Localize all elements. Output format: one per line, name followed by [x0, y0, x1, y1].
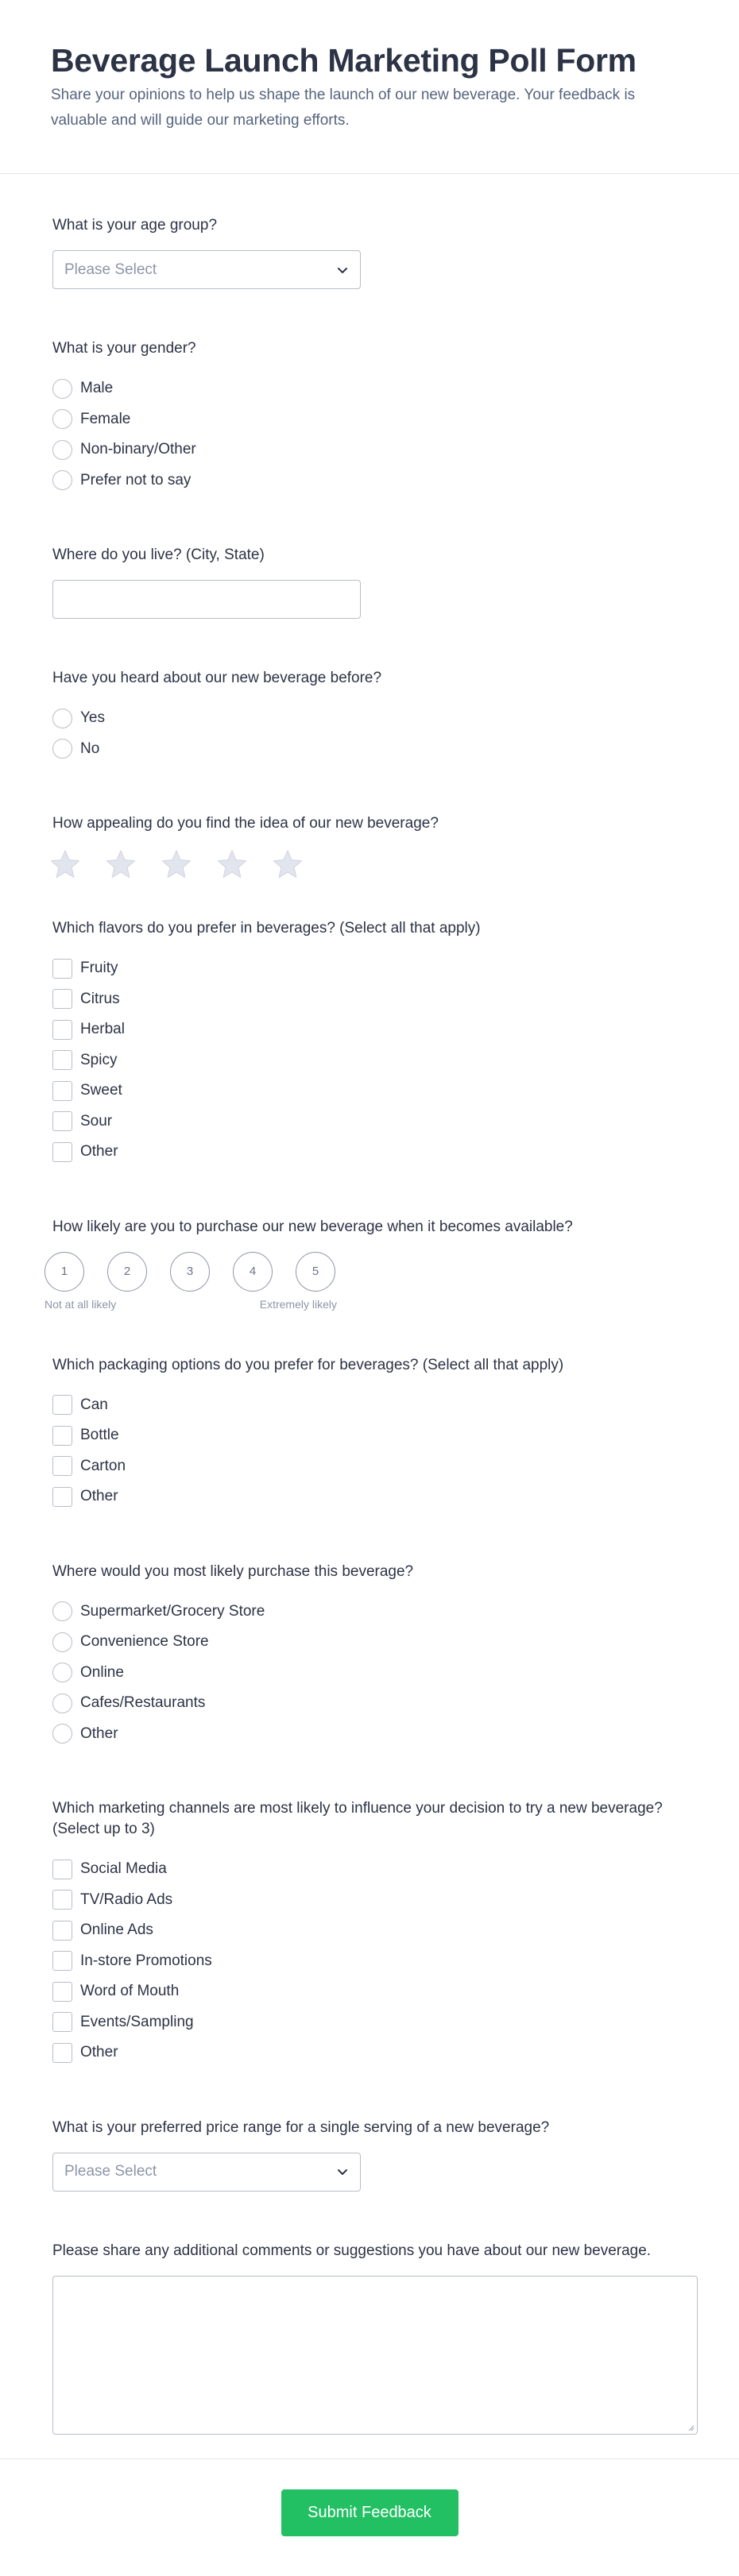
select-placeholder: Please Select: [64, 261, 157, 278]
checkbox-option[interactable]: [52, 984, 687, 1015]
option-label: Supermarket/Grocery Store: [80, 1602, 265, 1620]
question-label: Where would you most likely purchase this beverage?: [52, 1562, 414, 1580]
question-purchase-place: [52, 1562, 687, 1750]
question-label: What is your gender?: [52, 340, 196, 357]
checkbox-option[interactable]: [52, 1137, 687, 1168]
radio-option[interactable]: [52, 1627, 687, 1658]
scale-high-label: Extremely likely: [259, 1297, 337, 1311]
option-label: Other: [80, 2044, 118, 2061]
scale-option[interactable]: 4: [233, 1252, 273, 1292]
option-label: Sour: [80, 1112, 113, 1130]
checkbox[interactable]: [52, 1395, 72, 1415]
question-label: Please share any additional comments or suggestions you have about our new beverage.: [52, 2242, 652, 2259]
form-header: [0, 0, 739, 174]
scale-option[interactable]: 1: [44, 1252, 84, 1292]
star-icon[interactable]: [105, 848, 137, 880]
checkbox[interactable]: [52, 2012, 72, 2032]
checkbox-option[interactable]: [52, 1045, 687, 1076]
chevron-down-icon: [336, 264, 349, 276]
checkbox-option[interactable]: [52, 1451, 687, 1482]
form-title: Beverage Launch Marketing Poll Form: [51, 42, 636, 79]
star-icon[interactable]: [49, 848, 81, 880]
checkbox[interactable]: [52, 1020, 72, 1040]
option-label: Convenience Store: [80, 1633, 209, 1651]
radio-option[interactable]: [52, 434, 687, 465]
option-label: Can: [80, 1396, 108, 1413]
radio-button[interactable]: [52, 1632, 72, 1652]
question-label: Have you heard about our new beverage before?: [52, 670, 382, 686]
option-label: Spicy: [80, 1051, 118, 1068]
option-label: Online: [80, 1663, 124, 1681]
checkbox[interactable]: [52, 1890, 72, 1910]
radio-button[interactable]: [52, 409, 72, 429]
question-label: Which flavors do you prefer in beverages? (Select all that apply): [52, 920, 481, 937]
question-flavors: [52, 918, 687, 1168]
checkbox[interactable]: [52, 1426, 72, 1446]
checkbox-option[interactable]: [52, 1946, 687, 1977]
location-input[interactable]: [52, 580, 361, 619]
question-price: [52, 2118, 687, 2192]
checkbox[interactable]: [52, 1982, 72, 2002]
question-label: Which packaging options do you prefer for beverages? (Select all that apply): [52, 1356, 564, 1373]
star-icon[interactable]: [272, 848, 304, 880]
comments-textarea[interactable]: [52, 2276, 698, 2435]
checkbox[interactable]: [52, 1860, 72, 1879]
radio-option[interactable]: [52, 1719, 687, 1750]
option-label: Online Ads: [80, 1921, 153, 1939]
option-label: Events/Sampling: [80, 2013, 194, 2030]
radio-option[interactable]: [52, 1658, 687, 1689]
radio-option[interactable]: [52, 465, 687, 496]
radio-button[interactable]: [52, 1694, 72, 1713]
checkbox-option[interactable]: [52, 2007, 687, 2038]
option-label: Social Media: [80, 1860, 167, 1878]
option-label: Carton: [80, 1457, 126, 1474]
checkbox-option[interactable]: [52, 953, 687, 984]
radio-option[interactable]: [52, 404, 687, 435]
radio-button[interactable]: [52, 1601, 72, 1621]
checkbox[interactable]: [52, 1050, 72, 1070]
checkbox[interactable]: [52, 1111, 72, 1131]
question-label: What is your preferred price range for a single serving of a new beverage?: [52, 2118, 550, 2136]
option-label: Bottle: [80, 1427, 119, 1444]
option-label: Sweet: [80, 1082, 122, 1099]
age-select[interactable]: [52, 250, 361, 289]
question-location: [52, 545, 687, 619]
question-channels: [52, 1798, 687, 2068]
resize-handle-icon[interactable]: [687, 2423, 695, 2431]
question-appeal: [52, 813, 687, 880]
checkbox-option[interactable]: [52, 1915, 687, 1946]
question-label: How appealing do you find the idea of our new beverage?: [52, 815, 439, 832]
option-label: Herbal: [80, 1021, 125, 1038]
option-label: In-store Promotions: [80, 1952, 212, 1969]
radio-button[interactable]: [52, 379, 72, 399]
checkbox-option[interactable]: [52, 1106, 687, 1137]
checkbox[interactable]: [52, 989, 72, 1009]
question-comments: [52, 2241, 687, 2435]
scale-option[interactable]: 5: [296, 1252, 335, 1292]
scale-option[interactable]: 3: [170, 1252, 210, 1292]
checkbox-option[interactable]: [52, 1481, 687, 1512]
checkbox[interactable]: [52, 959, 72, 979]
option-label: No: [80, 740, 100, 757]
option-label: Cafes/Restaurants: [80, 1694, 206, 1712]
question-age: [52, 215, 687, 289]
checkbox[interactable]: [52, 1951, 72, 1971]
radio-option[interactable]: [52, 1597, 687, 1628]
option-label: Fruity: [80, 960, 118, 977]
checkbox-option[interactable]: [52, 1854, 687, 1885]
star-icon[interactable]: [161, 848, 192, 880]
checkbox-option[interactable]: [52, 1076, 687, 1106]
submit-button[interactable]: Submit Feedback: [281, 2489, 458, 2536]
question-likely: [44, 1217, 687, 1311]
checkbox-option[interactable]: [52, 2037, 687, 2068]
checkbox-option[interactable]: [52, 1390, 687, 1421]
radio-option[interactable]: [52, 373, 687, 404]
radio-option[interactable]: [52, 734, 687, 765]
form-subtitle: Share your opinions to help us shape the launch of our new beverage. Your feedback is valuable and will guide our marketing efforts.: [51, 87, 636, 129]
question-heard: [52, 668, 687, 764]
option-label: TV/Radio Ads: [80, 1890, 173, 1908]
option-label: Word of Mouth: [80, 1983, 180, 2000]
select-placeholder: Please Select: [64, 2163, 157, 2180]
option-label: Female: [80, 410, 131, 427]
checkbox-option[interactable]: [52, 1976, 687, 2007]
question-packaging: [52, 1355, 687, 1512]
scale-labels: [44, 1298, 337, 1311]
radio-option[interactable]: [52, 703, 687, 734]
checkbox[interactable]: [52, 1921, 72, 1941]
checkbox-option[interactable]: [52, 1420, 687, 1451]
checkbox-option[interactable]: [52, 1885, 687, 1916]
option-label: Citrus: [80, 990, 120, 1007]
scale-low-label: Not at all likely: [44, 1297, 117, 1311]
scale-rating: [44, 1252, 687, 1292]
option-label: Other: [80, 1143, 118, 1161]
checkbox[interactable]: [52, 1487, 72, 1507]
radio-button[interactable]: [52, 739, 72, 759]
option-label: Male: [80, 380, 114, 397]
question-label: How likely are you to purchase our new beverage when it becomes available?: [52, 1218, 573, 1235]
radio-button[interactable]: [52, 440, 72, 460]
price-select[interactable]: [52, 2153, 361, 2192]
radio-button[interactable]: [52, 1724, 72, 1744]
question-label: Where do you live? (City, State): [52, 546, 265, 563]
question-gender: [52, 338, 687, 496]
question-label: What is your age group?: [52, 217, 218, 234]
option-label: Yes: [80, 709, 105, 727]
checkbox[interactable]: [52, 1142, 72, 1162]
question-label: Which marketing channels are most likely to influence your decision to try a new beverage? (Select up to 3): [52, 1800, 663, 1837]
option-label: Other: [80, 1488, 118, 1505]
checkbox[interactable]: [52, 1456, 72, 1476]
star-icon[interactable]: [216, 848, 248, 880]
checkbox[interactable]: [52, 2043, 72, 2063]
checkbox-option[interactable]: [52, 1014, 687, 1045]
option-label: Non-binary/Other: [80, 441, 196, 458]
radio-button[interactable]: [52, 709, 72, 728]
radio-button[interactable]: [52, 470, 72, 490]
checkbox[interactable]: [52, 1081, 72, 1101]
chevron-down-icon: [336, 2165, 349, 2178]
option-label: Prefer not to say: [80, 471, 192, 489]
option-label: Other: [80, 1724, 118, 1742]
star-rating: [49, 848, 687, 880]
scale-option[interactable]: 2: [107, 1252, 147, 1292]
form-footer: [0, 2458, 739, 2576]
radio-option[interactable]: [52, 1688, 687, 1719]
form-body: [0, 174, 739, 2435]
radio-button[interactable]: [52, 1663, 72, 1682]
